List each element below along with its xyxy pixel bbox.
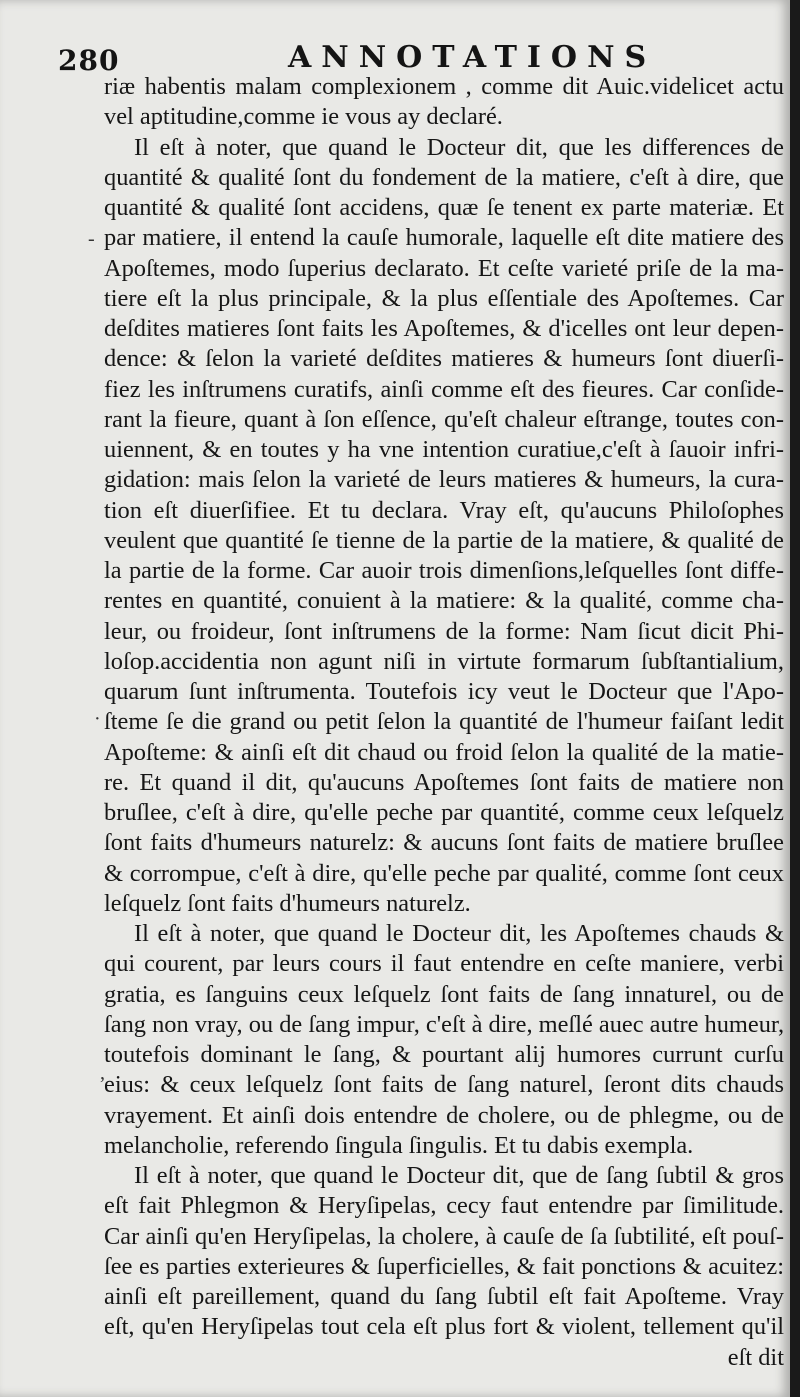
margin-mark: ‐ [88, 228, 95, 250]
text-line: par matiere, il entend la cauſe humorale, laquelle eſt dite matiere des [104, 224, 784, 252]
text-line: qui courent, par leurs cours il faut entendre en ceſte maniere, verbi [104, 950, 784, 978]
text-line: ſee es parties exterieures & ſuperficielles, & fait ponctions & acuitez: [104, 1252, 784, 1280]
text-line: vel aptitudine,comme ie vous ay declaré. [104, 103, 503, 131]
text-line: gratia, es ſanguins ceux leſquelz ſont faits de ſang innaturel, ou de [104, 980, 784, 1008]
text-line: Apoſtemes, modo ſuperius declarato. Et ceſte varieté priſe de la ma- [104, 254, 784, 282]
text-line: & corrompue, c'eſt à dire, qu'elle peche par qualité, comme ſont ceux [104, 859, 784, 887]
text-line: leur, ou froideur, ſont inſtrumens de la forme: Nam ſicut dicit Phi- [104, 617, 784, 645]
text-line: ſang non vray, ou de ſang impur, c'eſt à dire, meſlé auec autre humeur, [104, 1010, 784, 1038]
text-line: toutefois dominant le ſang, & pourtant alij humores currunt curſu [104, 1041, 784, 1068]
text-line: rentes en quantité, conuient à la matiere: & la qualité, comme cha- [104, 587, 784, 615]
body-text [104, 72, 784, 1373]
text-line: eſt dit [727, 1343, 784, 1371]
text-line: ainſi eſt pareillement, quand du ſang ſubtil eſt fait Apoſteme. Vray [104, 1283, 784, 1310]
text-line: melancholie, referendo ſingula ſingulis. Et tu dabis exempla. [104, 1131, 694, 1159]
text-line: ſteme ſe die grand ou petit ſelon la quantité de l'humeur faiſant ledit [104, 708, 784, 736]
text-line: vrayement. Et ainſi dois entendre de cholere, ou de phlegme, ou de [104, 1101, 784, 1129]
text-line: dence: & ſelon la varieté deſdites matieres & humeurs ſont diuerſi- [104, 345, 784, 373]
text-line: tiere eſt la plus principale, & la plus eſſentiale des Apoſtemes. Car [104, 284, 784, 312]
text-line: Il eſt à noter, que quand le Docteur dit, que de ſang ſubtil & gros [134, 1162, 784, 1189]
margin-mark: · [94, 708, 101, 730]
text-line: re. Et quand il dit, qu'aucuns Apoſtemes ſont faits de matiere non [104, 768, 784, 796]
text-line: ſont faits d'humeurs naturelz: & aucuns ſont faits de matiere bruſlee [104, 829, 784, 857]
text-line: deſdites matieres ſont faits les Apoſtemes, & d'icelles ont leur depen- [104, 315, 784, 342]
text-line: riæ habentis malam complexionem , comme dit Auic.videlicet actu [104, 73, 784, 100]
margin-mark: , [100, 1062, 105, 1084]
text-line: quantité & qualité ſont du fondement de la matiere, c'eſt à dire, que [104, 163, 784, 191]
text-line: tion eſt diuerſifiee. Et tu declara. Vray eſt, qu'aucuns Philoſophes [104, 496, 784, 524]
text-line: fiez les inſtrumens curatifs, ainſi comme eſt des fieures. Car conſide- [104, 375, 784, 403]
text-line: bruſlee, c'eſt à dire, qu'elle peche par quantité, comme ceux leſquelz [104, 799, 784, 826]
page-number: 280 [58, 44, 120, 77]
text-line: Il eſt à noter, que quand le Docteur dit, que les differences de [134, 133, 784, 161]
text-line: eſt fait Phlegmon & Heryſipelas, cecy faut entendre par ſimilitude. [104, 1192, 784, 1220]
text-line: eius: & ceux leſquelz ſont faits de ſang naturel, ſeront dits chauds [104, 1071, 784, 1099]
text-line: eſt, qu'en Heryſipelas tout cela eſt plus fort & violent, tellement qu'il [104, 1313, 784, 1341]
text-line: quarum ſunt inſtrumenta. Toutefois icy veut le Docteur que l'Apo- [104, 678, 784, 705]
running-title: ANNOTATIONS [288, 40, 657, 75]
text-line: Car ainſi qu'en Heryſipelas, la cholere, à cauſe de ſa ſubtilité, eſt pouſ- [104, 1222, 784, 1250]
text-line: rant la fieure, quant à ſon eſſence, qu'eſt chaleur eſtrange, toutes con- [104, 405, 784, 433]
text-line: uiennent, & en toutes y ha vne intention curatiue,c'eſt à ſauoir infri- [104, 436, 784, 463]
text-line: veulent que quantité ſe tienne de la partie de la matiere, & qualité de [104, 526, 784, 554]
text-line: gidation: mais ſelon la varieté de leurs matieres & humeurs, la cura- [104, 466, 784, 494]
text-line: loſop.accidentia non agunt niſi in virtute formarum ſubſtantialium, [104, 647, 784, 675]
text-line: quantité & qualité ſont accidens, quæ ſe tenent ex parte materiæ. Et [104, 194, 784, 221]
text-line: leſquelz ſont faits d'humeurs naturelz. [104, 889, 471, 917]
text-line: Apoſteme: & ainſi eſt dit chaud ou froid ſelon la qualité de la matie- [104, 738, 784, 766]
text-line: Il eſt à noter, que quand le Docteur dit, les Apoſtemes chauds & [134, 920, 784, 947]
text-line: la partie de la forme. Car auoir trois dimenſions,leſquelles ſont diffe- [104, 557, 784, 584]
